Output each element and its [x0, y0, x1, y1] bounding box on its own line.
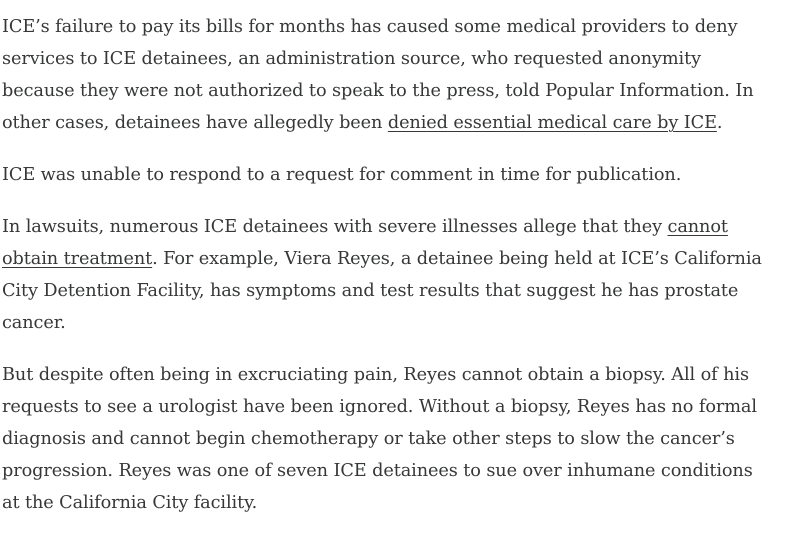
- paragraph-2-text: ICE was unable to respond to a request for comment in time for publication.: [2, 165, 682, 185]
- paragraph-3-end: . For example, Viera Reyes, a detainee being held at ICE’s California City Detention Facility, has symptoms and test results that suggest he has prostate cancer.: [2, 249, 762, 333]
- paragraph-3: [2, 211, 762, 339]
- paragraph-1: [2, 11, 762, 139]
- link-denied-medical-care[interactable]: denied essential medical care by ICE: [387, 113, 717, 133]
- paragraph-3-start: In lawsuits, numerous ICE detainees with severe illnesses allege that they: [2, 217, 668, 237]
- article-body: [2, 11, 762, 539]
- link-cannot-obtain-treatment[interactable]: cannot obtain treatment: [2, 217, 728, 269]
- paragraph-2: [2, 159, 762, 191]
- paragraph-4: [2, 359, 762, 519]
- paragraph-1-end: .: [716, 113, 723, 133]
- paragraph-4-text: But despite often being in excruciating pain, Reyes cannot obtain a biopsy. All of his requests to see a urologist have been ignored. Without a biopsy, Reyes has no formal diagnosis and cannot begin chemotherapy or take other steps to slow the cancer’s progression. Reyes was one of seven ICE detainees to sue over inhumane conditions at the California City facility.: [2, 365, 757, 513]
- paragraph-1-text: ICE’s failure to pay its bills for months has caused some medical providers to deny services to ICE detainees, an administration source, who requested anonymity because they were not authorized to speak to the press, told Popular Information. In other cases, detainees have allegedly been: [2, 17, 754, 133]
